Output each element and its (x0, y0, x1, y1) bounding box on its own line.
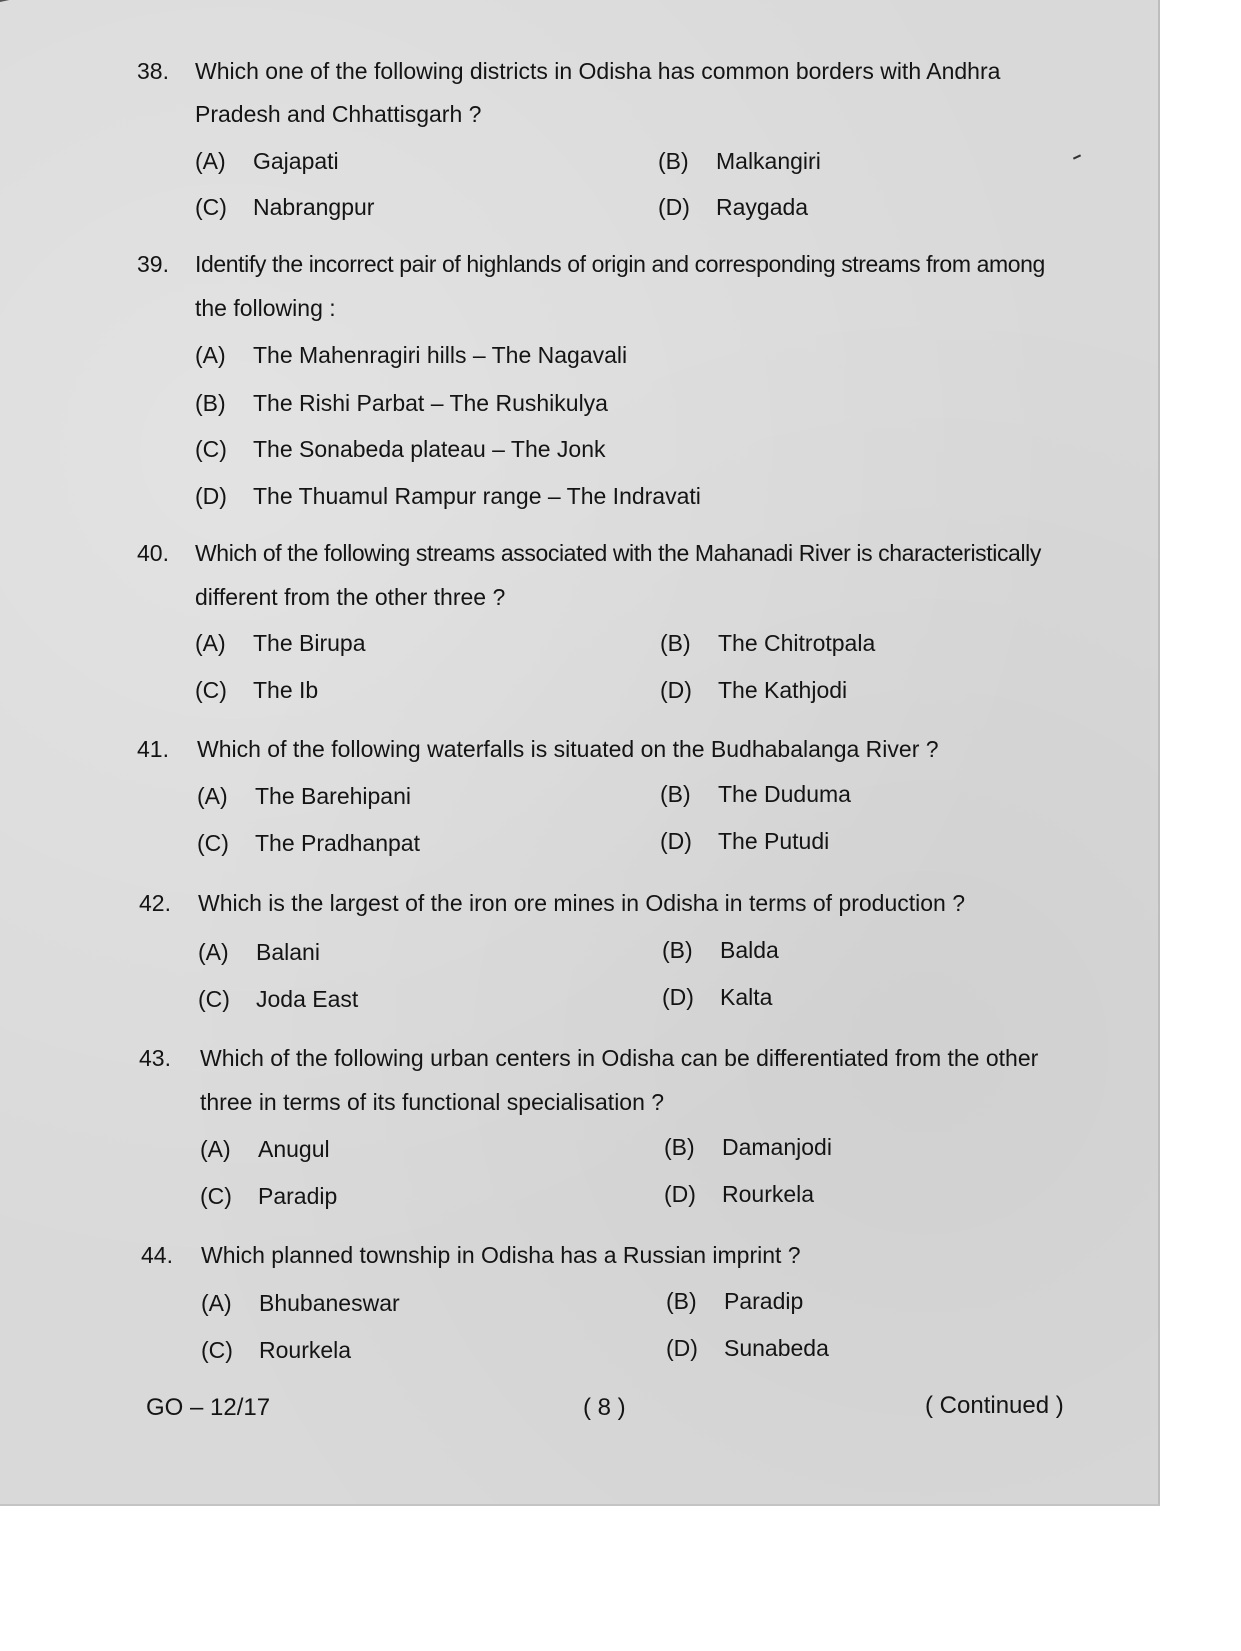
option-label: (B) (666, 1288, 697, 1314)
question-text-line: different from the other three ? (195, 584, 506, 610)
question-text-line: the following : (195, 295, 336, 321)
question-text-line: Which is the largest of the iron ore mines in Odisha in terms of production ? (198, 890, 966, 916)
option-b (664, 1132, 832, 1162)
option-text: Malkangiri (716, 148, 821, 174)
option-text: The Rishi Parbat – The Rushikulya (253, 390, 608, 416)
question-text-line: Which of the following streams associated with the Mahanadi River is characteristically (195, 540, 1041, 566)
option-text: The Barehipani (255, 783, 411, 809)
option-c (197, 828, 420, 858)
option-label: (C) (200, 1183, 232, 1209)
option-text: The Putudi (718, 828, 830, 854)
option-text: Balda (720, 937, 779, 963)
option-label: (C) (195, 436, 227, 462)
option-text: Rourkela (259, 1337, 352, 1363)
option-text: Joda East (256, 986, 359, 1012)
question-number: 43. (139, 1045, 171, 1071)
option-text: Sunabeda (724, 1335, 829, 1361)
option-text: Paradip (258, 1183, 338, 1209)
option-text: Bhubaneswar (259, 1290, 400, 1316)
option-c (198, 984, 358, 1014)
option-text: The Chitrotpala (718, 630, 876, 656)
corner-mark (0, 0, 40, 16)
option-label: (B) (664, 1134, 695, 1160)
option-label: (D) (660, 828, 692, 854)
option-label: (B) (195, 390, 226, 416)
option-a (200, 1134, 330, 1164)
question-number: 42. (139, 890, 171, 916)
option-label: (D) (662, 984, 694, 1010)
option-text: Raygada (716, 194, 809, 220)
option-text: The Kathjodi (718, 677, 848, 703)
option-label: (C) (197, 830, 229, 856)
option-c (201, 1335, 351, 1365)
option-label: (A) (197, 783, 228, 809)
option-text: Nabrangpur (253, 194, 375, 220)
option-b (195, 388, 608, 418)
pen-tick-mark (1073, 154, 1081, 159)
question-text-line: Which of the following urban centers in Odisha can be differentiated from the other (200, 1045, 1039, 1071)
option-d (660, 675, 847, 705)
option-a (197, 781, 411, 811)
option-label: (D) (666, 1335, 698, 1361)
option-a (195, 340, 627, 370)
option-label: (B) (662, 937, 693, 963)
option-b (662, 935, 779, 965)
question-text-line: Pradesh and Chhattisgarh ? (195, 101, 482, 127)
option-c (200, 1181, 337, 1211)
option-label: (C) (201, 1337, 233, 1363)
question-text-line: three in terms of its functional specialisation ? (200, 1089, 665, 1115)
option-label: (B) (658, 148, 689, 174)
option-c (195, 675, 318, 705)
option-label: (A) (198, 939, 229, 965)
option-label: (A) (200, 1136, 231, 1162)
option-text: Gajapati (253, 148, 339, 174)
question-number: 41. (137, 736, 169, 762)
option-a (198, 937, 320, 967)
question-text-line: Which one of the following districts in Odisha has common borders with Andhra (195, 58, 1001, 84)
option-text: Balani (256, 939, 320, 965)
option-text: The Birupa (253, 630, 366, 656)
option-b (660, 628, 875, 658)
option-text: Rourkela (722, 1181, 815, 1207)
option-c (195, 192, 374, 222)
option-d (660, 826, 829, 856)
option-label: (D) (658, 194, 690, 220)
option-label: (B) (660, 781, 691, 807)
option-d (662, 982, 772, 1012)
option-text: The Mahenragiri hills – The Nagavali (253, 342, 628, 368)
option-text: Damanjodi (722, 1134, 832, 1160)
continued-label: ( Continued ) (925, 1392, 1064, 1419)
page-number: ( 8 ) (583, 1394, 626, 1421)
option-text: Anugul (258, 1136, 330, 1162)
option-d (195, 481, 701, 511)
option-text: The Ib (253, 677, 319, 703)
option-c (195, 434, 606, 464)
question-text-line: Which planned township in Odisha has a Russian imprint ? (201, 1242, 801, 1268)
option-label: (C) (195, 194, 227, 220)
option-text: Kalta (720, 984, 773, 1010)
question-text-line: Identify the incorrect pair of highlands of origin and corresponding streams from among (195, 251, 1045, 277)
option-label: (A) (195, 630, 226, 656)
option-text: Paradip (724, 1288, 804, 1314)
option-b (658, 146, 821, 176)
option-text: The Duduma (718, 781, 851, 807)
option-label: (D) (195, 483, 227, 509)
option-d (666, 1333, 829, 1363)
option-label: (B) (660, 630, 691, 656)
question-number: 38. (137, 58, 169, 84)
question-text-line: Which of the following waterfalls is situated on the Budhabalanga River ? (197, 736, 939, 762)
option-label: (C) (195, 677, 227, 703)
option-text: The Sonabeda plateau – The Jonk (253, 436, 606, 462)
option-d (664, 1179, 814, 1209)
question-number: 44. (141, 1242, 173, 1268)
option-a (201, 1288, 400, 1318)
option-label: (A) (201, 1290, 232, 1316)
question-number: 39. (137, 251, 169, 277)
option-label: (D) (664, 1181, 696, 1207)
option-label: (D) (660, 677, 692, 703)
option-b (666, 1286, 803, 1316)
option-text: The Pradhanpat (255, 830, 420, 856)
option-text: The Thuamul Rampur range – The Indravati (253, 483, 701, 509)
option-d (658, 192, 808, 222)
option-a (195, 628, 366, 658)
option-b (660, 779, 851, 809)
option-label: (A) (195, 148, 226, 174)
option-label: (A) (195, 342, 226, 368)
option-a (195, 146, 339, 176)
option-label: (C) (198, 986, 230, 1012)
paper-code: GO – 12/17 (146, 1394, 271, 1421)
question-number: 40. (137, 540, 169, 566)
